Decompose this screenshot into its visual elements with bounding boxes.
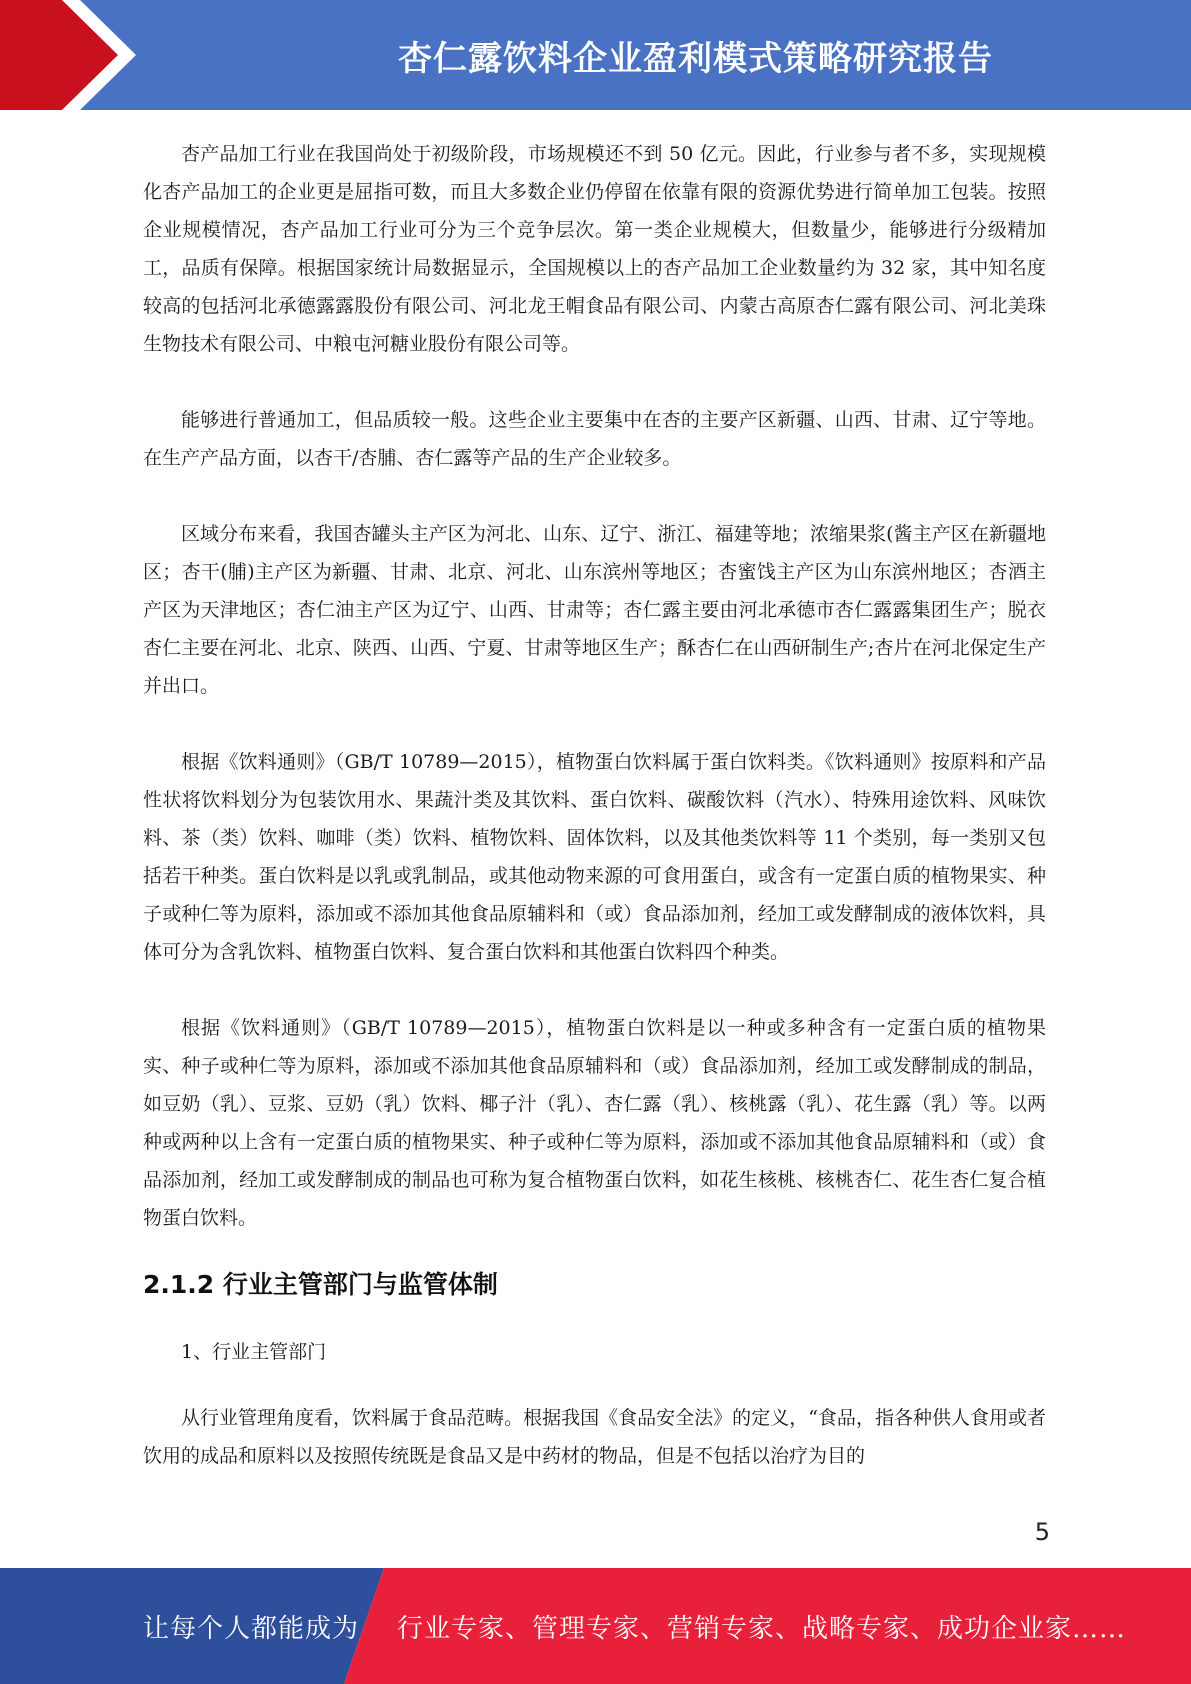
footer-slogan-left: 让每个人都能成为 bbox=[143, 1613, 360, 1644]
paragraph: 能够进行普通加工，但品质较一般。这些企业主要集中在杏的主要产区新疆、山西、甘肃、辽宁等地。在生产产品方面，以杏干/杏脯、杏仁露等产品的生产企业较多。 bbox=[143, 409, 1046, 469]
page-header bbox=[0, 0, 1191, 110]
section-heading: 2.1.2 行业主管部门与监管体制 bbox=[143, 1270, 498, 1299]
paragraph: 根据《饮料通则》（GB/T 10789—2015），植物蛋白饮料属于蛋白饮料类。《饮料通则》按原料和产品性状将饮料划分为包装饮用水、果蔬汁类及其饮料、蛋白饮料、碳酸饮料（汽水）、特殊用途饮料、风味饮料、茶（类）饮料、咖啡（类）饮料、植物饮料、固体饮料，以及其他类饮料等 11 个类别，每一类别又包括若干种类。蛋白饮料是以乳或乳制品，或其他动物来源的可食用蛋白，或含有一定蛋白质的植物果实、种子或种仁等为原料，添加或不添加其他食品原辅料和（或）食品添加剂，经加工或发酵制成的液体饮料，具体可分为含乳饮料、植物蛋白饮料、复合蛋白饮料和其他蛋白饮料四个种类。 bbox=[143, 751, 1046, 963]
page-footer bbox=[0, 1568, 1191, 1684]
report-title: 杏仁露饮料企业盈利模式策略研究报告 bbox=[398, 38, 993, 79]
paragraph: 区域分布来看，我国杏罐头主产区为河北、山东、辽宁、浙江、福建等地；浓缩果浆(酱主产区在新疆地区；杏干(脯)主产区为新疆、甘肃、北京、河北、山东滨州等地区；杏蜜饯主产区为山东滨州地区；杏酒主产区为天津地区；杏仁油主产区为辽宁、山西、甘肃等；杏仁露主要由河北承德市杏仁露露集团生产；脱衣杏仁主要在河北、北京、陕西、山西、宁夏、甘肃等地区生产；酥杏仁在山西研制生产;杏片在河北保定生产并出口。 bbox=[143, 523, 1046, 697]
paragraph: 从行业管理角度看，饮料属于食品范畴。根据我国《食品安全法》的定义，“食品，指各种供人食用或者饮用的成品和原料以及按照传统既是食品又是中药材的物品，但是不包括以治疗为目的 bbox=[143, 1407, 1046, 1467]
paragraph: 根据《饮料通则》（GB/T 10789—2015），植物蛋白饮料是以一种或多种含有一定蛋白质的植物果实、种子或种仁等为原料，添加或不添加其他食品原辅料和（或）食品添加剂，经加工或发酵制成的制品，如豆奶（乳）、豆浆、豆奶（乳）饮料、椰子汁（乳）、杏仁露（乳）、核桃露（乳）、花生露（乳）等。以两种或两种以上含有一定蛋白质的植物果实、种子或种仁等为原料，添加或不添加其他食品原辅料和（或）食品添加剂，经加工或发酵制成的制品也可称为复合植物蛋白饮料，如花生核桃、核桃杏仁、花生杏仁复合植物蛋白饮料。 bbox=[143, 1017, 1046, 1229]
footer-slogan-right: 行业专家、管理专家、营销专家、战略专家、成功企业家…… bbox=[397, 1613, 1127, 1644]
paragraph: 杏产品加工行业在我国尚处于初级阶段，市场规模还不到 50 亿元。因此，行业参与者不多，实现规模化杏产品加工的企业更是屈指可数，而且大多数企业仍停留在依靠有限的资源优势进行简单加工包装。按照企业规模情况，杏产品加工行业可分为三个竞争层次。第一类企业规模大，但数量少，能够进行分级精加工，品质有保障。根据国家统计局数据显示，全国规模以上的杏产品加工企业数量约为 32 家，其中知名度较高的包括河北承德露露股份有限公司、河北龙王帽食品有限公司、内蒙古高原杏仁露有限公司、河北美珠生物技术有限公司、中粮屯河糖业股份有限公司等。 bbox=[143, 143, 1046, 355]
page-number: 5 bbox=[1034, 1518, 1050, 1546]
sub-heading: 1、行业主管部门 bbox=[181, 1341, 327, 1363]
document-body bbox=[143, 135, 1046, 1475]
chevron-logo-icon bbox=[0, 0, 150, 110]
